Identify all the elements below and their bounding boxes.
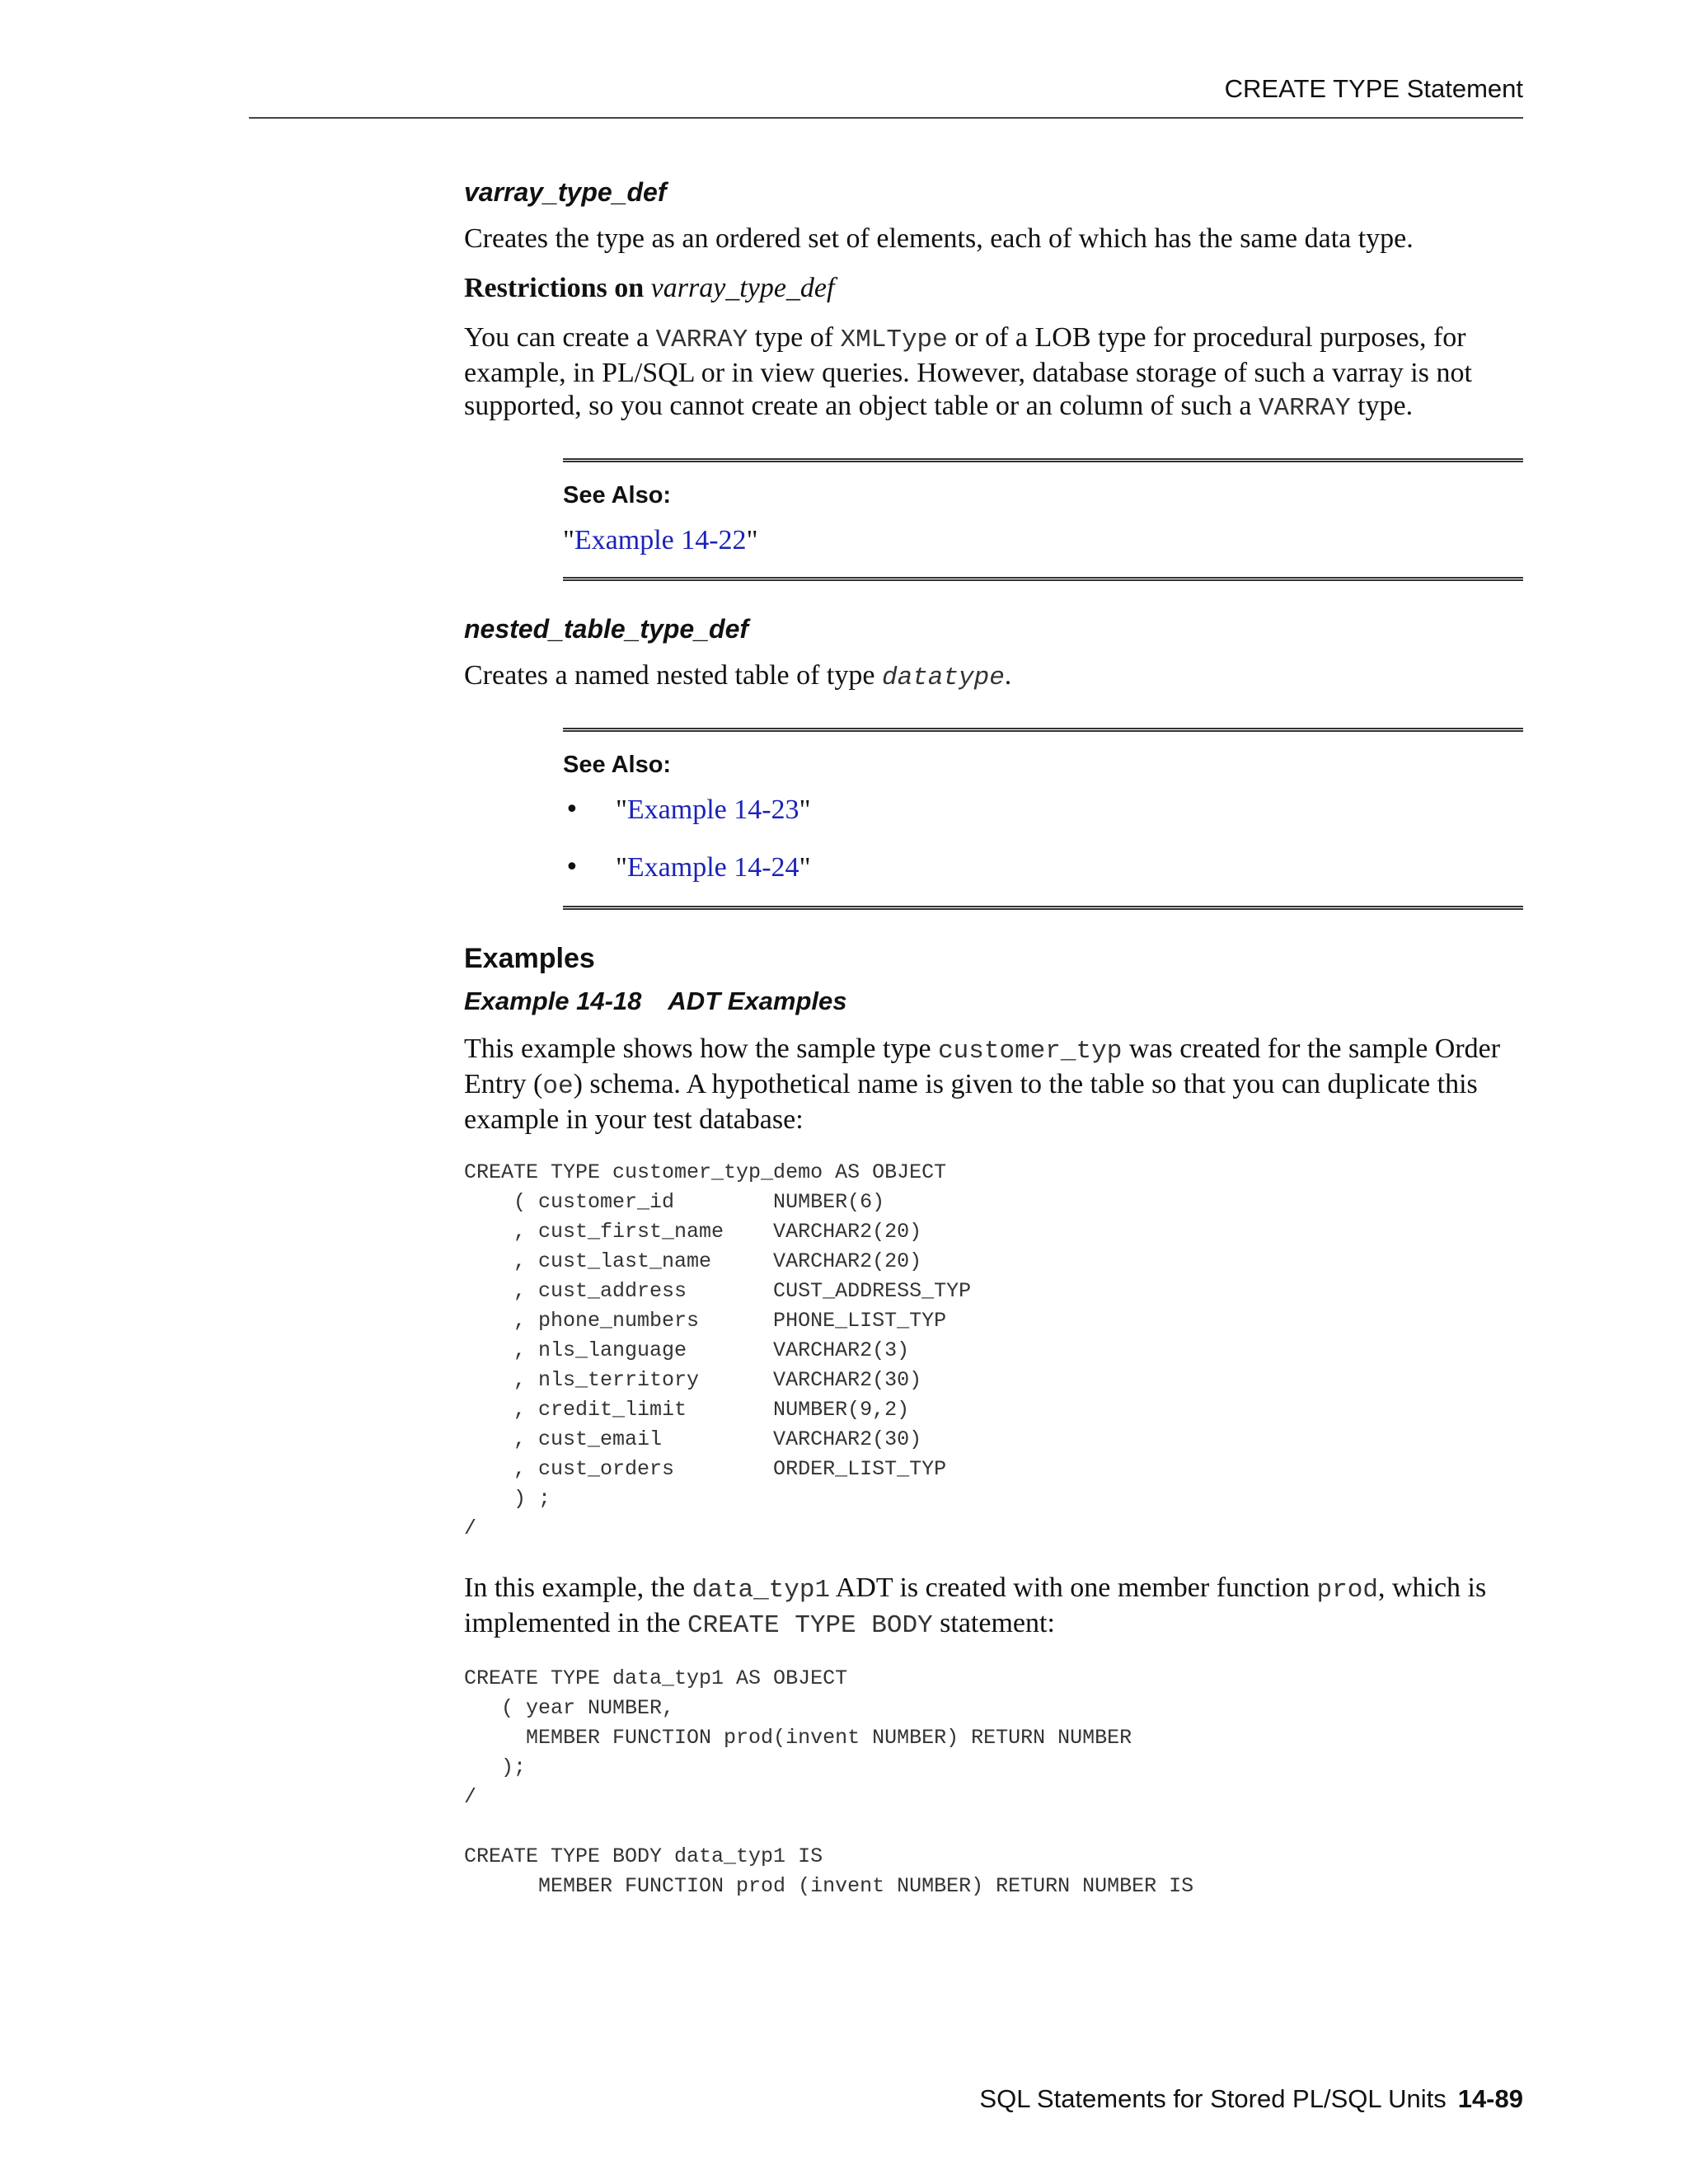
header-divider xyxy=(249,117,1523,119)
code-xmltype: XMLType xyxy=(840,326,948,354)
bullet-icon: • xyxy=(565,795,579,824)
code-block-data-typ1: CREATE TYPE data_typ1 AS OBJECT ( year NUMBER, MEMBER FUNCTION prod(invent NUMBER) RETURN NUMBER ); / CREATE TYPE BODY data_typ1 IS MEMBER FUNCTION prod (invent NUMBER) RETURN NUMBER IS xyxy=(464,1666,1194,1898)
example-title xyxy=(464,987,1523,1016)
see-also-title: See Also: xyxy=(563,482,672,509)
text-fragment: Creates a named nested table of type xyxy=(464,660,875,691)
running-footer xyxy=(979,2084,1523,2114)
code-varray: VARRAY xyxy=(655,326,748,354)
example-para-2 xyxy=(464,1572,1523,1643)
nested-table-type-def-heading: nested_table_type_def xyxy=(464,614,749,644)
footer-title: SQL Statements for Stored PL/SQL Units xyxy=(979,2084,1447,2113)
text-fragment: or of a LOB type for procedural purposes, for example, in PL/SQL or in view queries. However, database storage of such a varray is not supported, so you cannot create an object table or an column of such a xyxy=(464,322,1472,421)
see-also-title: See Also: xyxy=(563,752,672,778)
example-number: Example 14-18 xyxy=(464,987,642,1015)
examples-heading: Examples xyxy=(464,943,595,974)
see-also-item: "Example 14-22" xyxy=(563,525,758,555)
text-fragment: In this example, the xyxy=(464,1572,686,1603)
code-varray-2: VARRAY xyxy=(1258,394,1351,423)
text-fragment: statement: xyxy=(940,1608,1055,1638)
text-fragment: . xyxy=(1004,660,1012,691)
code-prod: prod xyxy=(1316,1576,1378,1605)
varray-restrictions-text xyxy=(464,321,1523,425)
text-fragment: type. xyxy=(1357,391,1414,421)
text-fragment: This example shows how the sample type xyxy=(464,1033,931,1064)
link-example-14-23[interactable]: Example 14-23 xyxy=(626,794,799,825)
page-number: 14-89 xyxy=(1457,2084,1523,2113)
varray-restrictions-heading xyxy=(464,272,1523,305)
text-fragment: type of xyxy=(754,322,834,353)
see-also-box-nested xyxy=(563,728,1523,910)
code-data-typ1: data_typ1 xyxy=(692,1576,831,1605)
text-fragment: ) schema. A hypothetical name is given to the table so that you can duplicate this example in your test database: xyxy=(464,1069,1478,1135)
restrictions-label: Restrictions on xyxy=(464,273,645,303)
see-also-list xyxy=(563,794,1523,884)
varray-description: Creates the type as an ordered set of elements, each of which has the same data type. xyxy=(464,223,1414,254)
text-fragment: ADT is created with one member function xyxy=(835,1572,1311,1603)
code-datatype: datatype xyxy=(881,663,1005,692)
text-fragment: was created for the sample Order Entry ( xyxy=(464,1033,1501,1099)
code-block-customer-typ: CREATE TYPE customer_typ_demo AS OBJECT ( customer_id NUMBER(6) , cust_first_name VARCHAR2(20) , cust_last_name VARCHAR2(20) , cust_address CUST_ADDRESS_TYP , phone_numbers PHONE_LIST_TYP , nls_language VARCHAR2(3) , nls_territory VARCHAR2(30) , credit_limit NUMBER(9,2) , cust_email VARCHAR2(30) , cust_orders ORDER_LIST_TYP ) ; / xyxy=(464,1160,972,1540)
bullet-icon: • xyxy=(565,853,579,882)
link-example-14-22[interactable]: Example 14-22 xyxy=(574,525,747,555)
example-intro xyxy=(464,1033,1523,1137)
example-name: ADT Examples xyxy=(668,987,847,1015)
varray-type-def-heading: varray_type_def xyxy=(464,177,667,207)
code-oe: oe xyxy=(542,1072,574,1101)
nested-description xyxy=(464,659,1523,695)
code-customer-typ: customer_typ xyxy=(938,1037,1123,1066)
link-example-14-24[interactable]: Example 14-24 xyxy=(626,852,799,883)
see-also-list-item: • "Example 14-24" xyxy=(565,852,811,883)
text-fragment: , which is implemented in the xyxy=(464,1572,1487,1638)
text-fragment: You can create a xyxy=(464,322,649,353)
see-also-list-item: • "Example 14-23" xyxy=(565,794,811,825)
code-create-type-body: CREATE TYPE BODY xyxy=(687,1611,933,1640)
restrictions-term: varray_type_def xyxy=(650,273,835,303)
page-content xyxy=(464,177,1523,1929)
running-header: CREATE TYPE Statement xyxy=(1224,74,1523,103)
see-also-box-varray xyxy=(563,458,1523,581)
